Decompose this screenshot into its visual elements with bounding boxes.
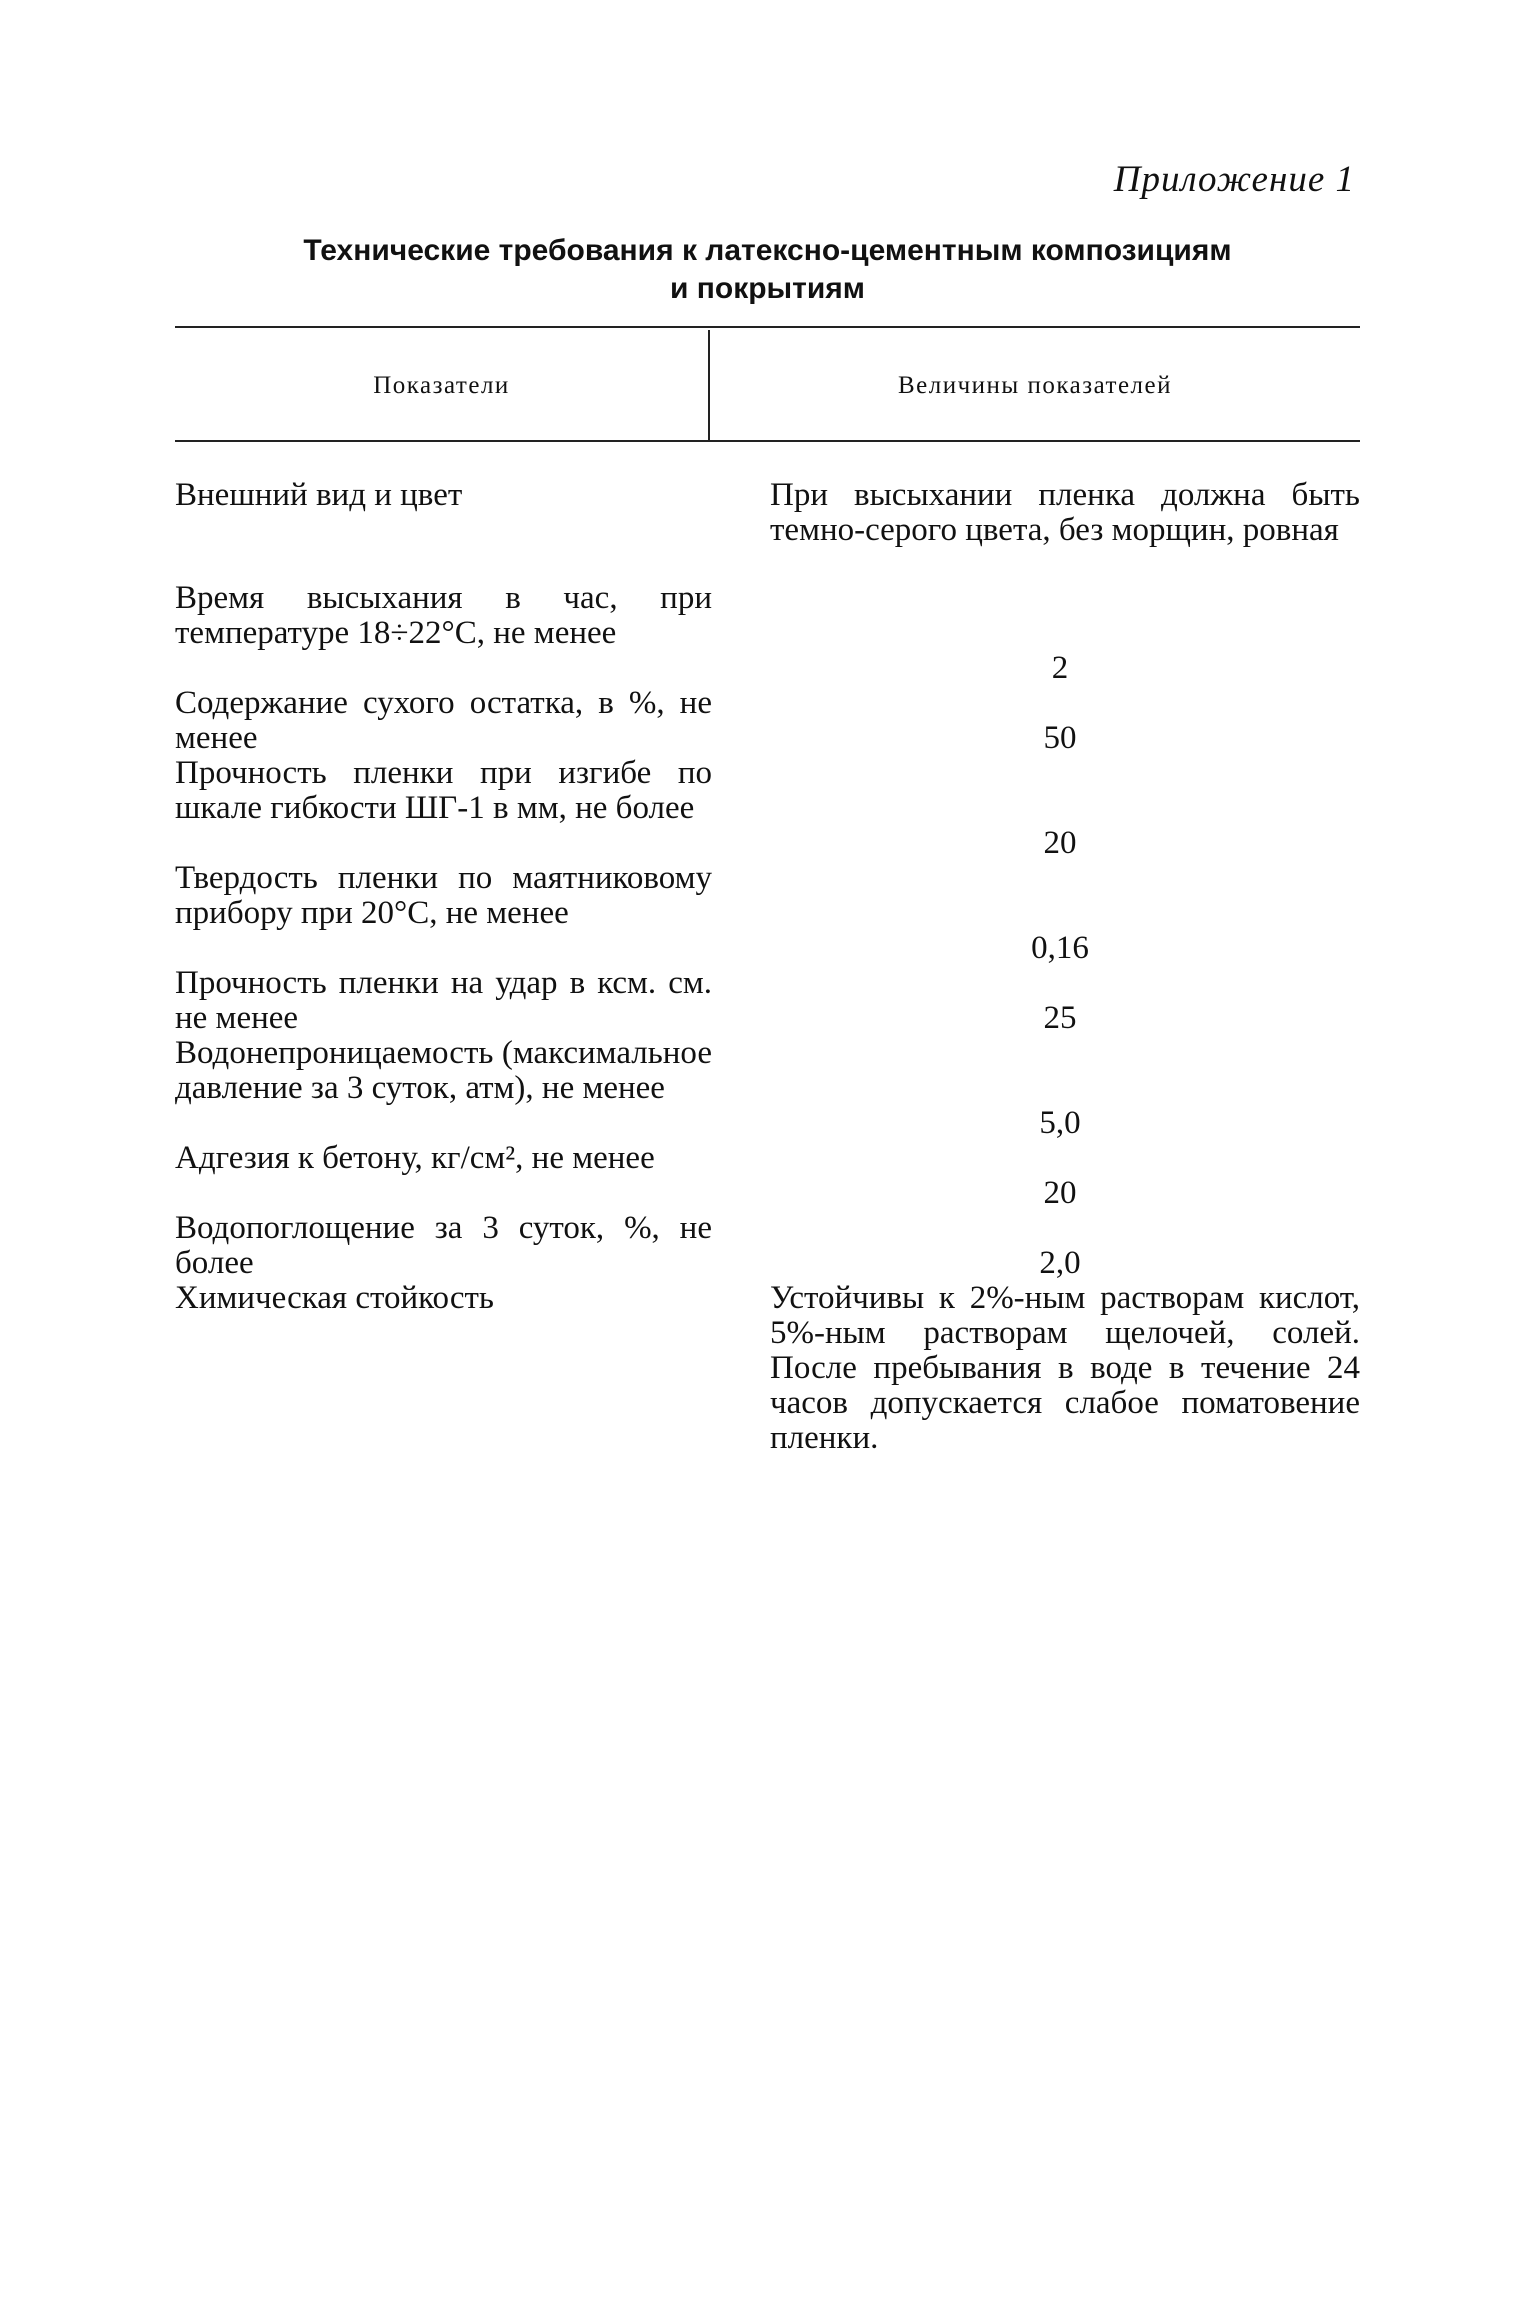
indicator-name: Внешний вид и цвет (175, 477, 463, 513)
title-line-1: Технические требования к латексно-цементным композициям (303, 234, 1232, 267)
indicator-value: При высыхании пленка должна быть темно-серого цвета, без морщин, ровная (770, 477, 1360, 548)
indicator-name: Водонепроницаемость (максимальное давление за 3 суток, атм), не менее (175, 1035, 712, 1106)
indicator-name: Время высыхания в час, при температуре 18÷22°С, не менее (175, 580, 712, 651)
indicator-name: Водопоглощение за 3 суток, %, не более (175, 1210, 712, 1281)
indicator-value: Устойчивы к 2%-ным растворам кислот, 5%-ным растворам щелочей, солей. После пребывания в воде в течение 24 часов допускается слабое поматовение пленки. (770, 1280, 1360, 1456)
indicator-value: 50 (1043, 720, 1077, 756)
indicator-name: Прочность пленки на удар в ксм. см. не менее (175, 965, 712, 1036)
document-title (175, 232, 1360, 308)
column-header-values: Величины показателей (897, 372, 1173, 399)
indicator-value: 2 (1051, 650, 1069, 686)
appendix-label: Приложение 1 (1113, 159, 1355, 200)
table-top-rule (175, 326, 1360, 328)
indicator-value: 25 (1043, 1000, 1077, 1036)
table-header-rule (175, 440, 1360, 442)
indicator-value: 2,0 (1039, 1245, 1081, 1281)
column-header-indicators: Показатели (373, 372, 510, 399)
indicator-value: 20 (1043, 1175, 1077, 1211)
indicator-name: Твердость пленки по маятниковому прибору при 20°С, не менее (175, 860, 712, 931)
indicator-value: 20 (1043, 825, 1077, 861)
indicator-name: Содержание сухого остатка, в %, не менее (175, 685, 712, 756)
indicator-name: Химическая стойкость (175, 1280, 494, 1316)
indicator-value: 5,0 (1039, 1105, 1081, 1141)
indicator-value: 0,16 (1031, 930, 1089, 966)
title-line-2: и покрытиям (669, 272, 865, 305)
indicator-name: Прочность пленки при изгибе по шкале гибкости ШГ-1 в мм, не более (175, 755, 712, 826)
indicator-name: Адгезия к бетону, кг/см², не менее (175, 1140, 655, 1176)
